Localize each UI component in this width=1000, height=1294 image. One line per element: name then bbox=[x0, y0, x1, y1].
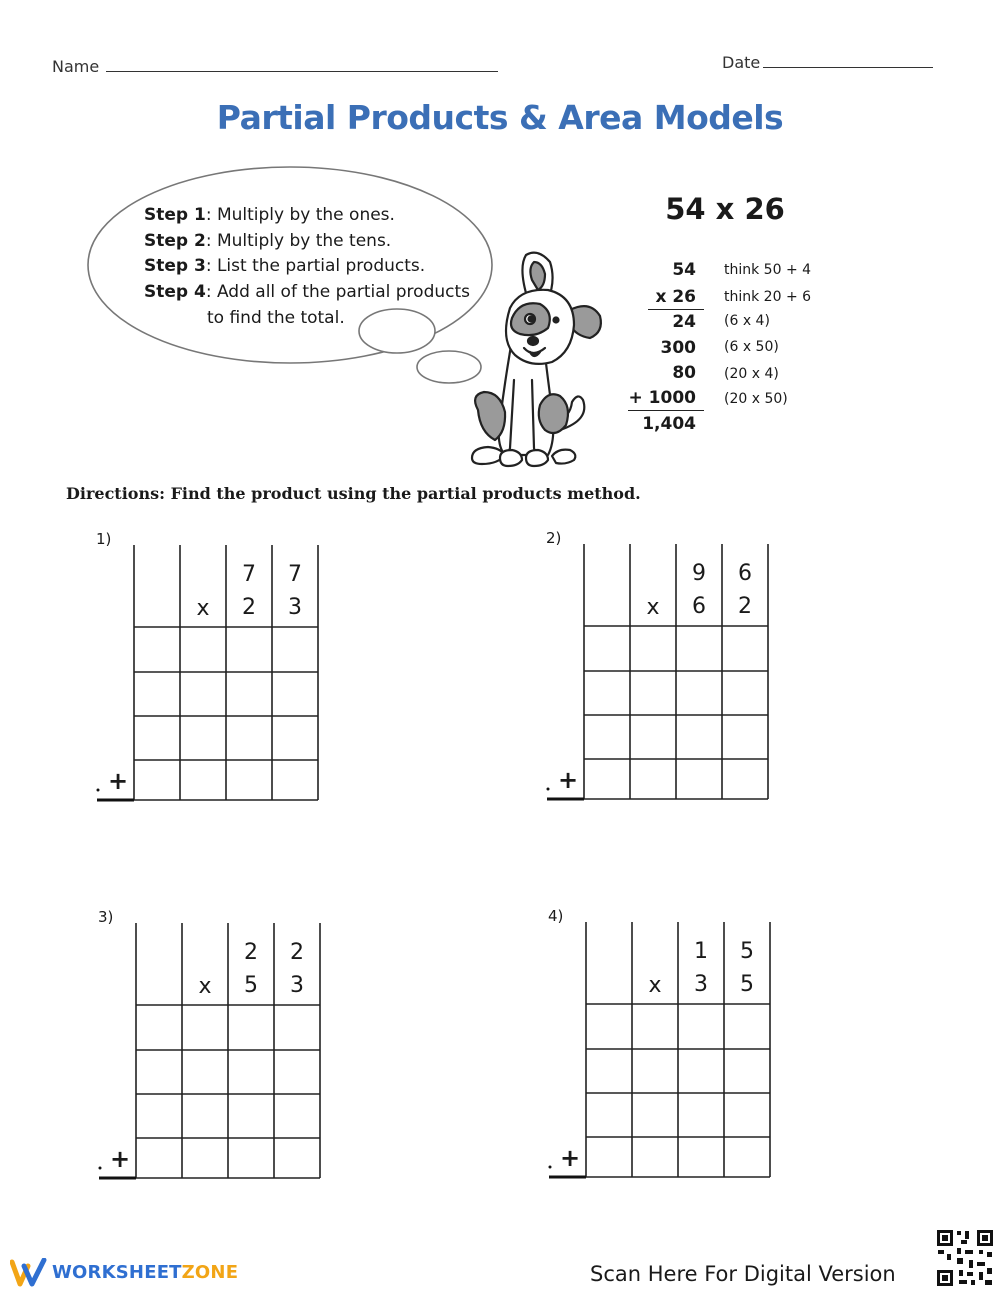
answer-cell[interactable] bbox=[680, 1051, 722, 1091]
step-4: Step 4: Add all of the partial products bbox=[144, 282, 471, 303]
times-sign: x bbox=[646, 595, 660, 620]
example-number: + 1000 bbox=[628, 388, 696, 408]
answer-cell[interactable] bbox=[634, 1006, 676, 1047]
example-number: x 26 bbox=[655, 287, 696, 307]
top-digit-ones: 7 bbox=[288, 562, 302, 587]
bottom-digit-tens: 3 bbox=[694, 972, 708, 997]
example-number: 24 bbox=[672, 312, 696, 332]
example-note: (20 x 4) bbox=[724, 366, 779, 382]
example-number: 54 bbox=[672, 260, 696, 280]
answer-cell[interactable] bbox=[634, 1139, 676, 1175]
answer-cell[interactable] bbox=[726, 1051, 768, 1091]
top-digit-ones: 2 bbox=[290, 940, 304, 965]
answer-cell[interactable] bbox=[680, 1139, 722, 1175]
top-digit-tens: 9 bbox=[692, 561, 706, 586]
times-sign: x bbox=[198, 974, 212, 999]
top-digit-tens: 1 bbox=[694, 939, 708, 964]
answer-cell[interactable] bbox=[726, 1095, 768, 1135]
plus-sign: + bbox=[110, 1145, 131, 1173]
dot-mark bbox=[549, 1166, 552, 1169]
plus-sign: + bbox=[108, 767, 129, 795]
top-digit-ones: 5 bbox=[740, 939, 754, 964]
answer-cell[interactable] bbox=[588, 1006, 630, 1047]
bottom-digit-tens: 5 bbox=[244, 973, 258, 998]
answer-cell[interactable] bbox=[588, 1095, 630, 1135]
name-label: Name bbox=[52, 57, 100, 76]
example-number: 300 bbox=[660, 338, 696, 358]
answer-cell[interactable] bbox=[680, 1006, 722, 1047]
directions: Directions: Find the product using the partial products method. bbox=[66, 484, 641, 503]
qr-code-icon[interactable] bbox=[935, 1228, 995, 1288]
bottom-digit-ones: 2 bbox=[738, 594, 752, 619]
bottom-digit-ones: 3 bbox=[290, 973, 304, 998]
answer-cell[interactable] bbox=[588, 1139, 630, 1175]
bottom-digit-tens: 6 bbox=[692, 594, 706, 619]
top-digit-tens: 7 bbox=[242, 562, 256, 587]
answer-cell[interactable] bbox=[726, 1139, 768, 1175]
times-sign: x bbox=[648, 973, 662, 998]
worksheetzone-logo-icon bbox=[10, 1258, 50, 1288]
top-digit-ones: 6 bbox=[738, 561, 752, 586]
page-title: Partial Products & Area Models bbox=[216, 98, 784, 137]
date-label: Date bbox=[722, 53, 761, 72]
brand-name[interactable]: WORKSHEETZONE bbox=[52, 1262, 239, 1283]
step-1: Step 1: Multiply by the ones. bbox=[144, 205, 395, 225]
bottom-digit-ones: 5 bbox=[740, 972, 754, 997]
times-sign: x bbox=[196, 596, 210, 621]
step-4-continuation: to find the total. bbox=[207, 307, 345, 328]
example-title: 54 x 26 bbox=[665, 192, 785, 226]
problem-number: 1) bbox=[96, 530, 112, 548]
bottom-digit-tens: 2 bbox=[242, 595, 256, 620]
answer-cell[interactable] bbox=[634, 1095, 676, 1135]
example-note: think 50 + 4 bbox=[724, 262, 812, 278]
top-digit-tens: 2 bbox=[244, 940, 258, 965]
example-note: (20 x 50) bbox=[724, 391, 788, 407]
example-number: 1,404 bbox=[642, 414, 696, 434]
plus-sign: + bbox=[560, 1144, 581, 1172]
answer-cell[interactable] bbox=[726, 1006, 768, 1047]
scan-label: Scan Here For Digital Version bbox=[590, 1262, 896, 1286]
step-2: Step 2: Multiply by the tens. bbox=[144, 230, 392, 251]
example-note: think 20 + 6 bbox=[724, 289, 812, 305]
answer-cell[interactable] bbox=[588, 1051, 630, 1091]
example-number: 80 bbox=[672, 363, 696, 383]
answer-cell[interactable] bbox=[680, 1095, 722, 1135]
step-3: Step 3: List the partial products. bbox=[144, 256, 426, 277]
problem-number: 2) bbox=[546, 529, 562, 547]
bottom-digit-ones: 3 bbox=[288, 595, 302, 620]
example-note: (6 x 4) bbox=[724, 313, 770, 329]
problem-number: 3) bbox=[98, 908, 114, 926]
problem-number: 4) bbox=[548, 907, 564, 925]
plus-sign: + bbox=[558, 766, 579, 794]
answer-cell[interactable] bbox=[634, 1051, 676, 1091]
example-note: (6 x 50) bbox=[724, 339, 779, 355]
